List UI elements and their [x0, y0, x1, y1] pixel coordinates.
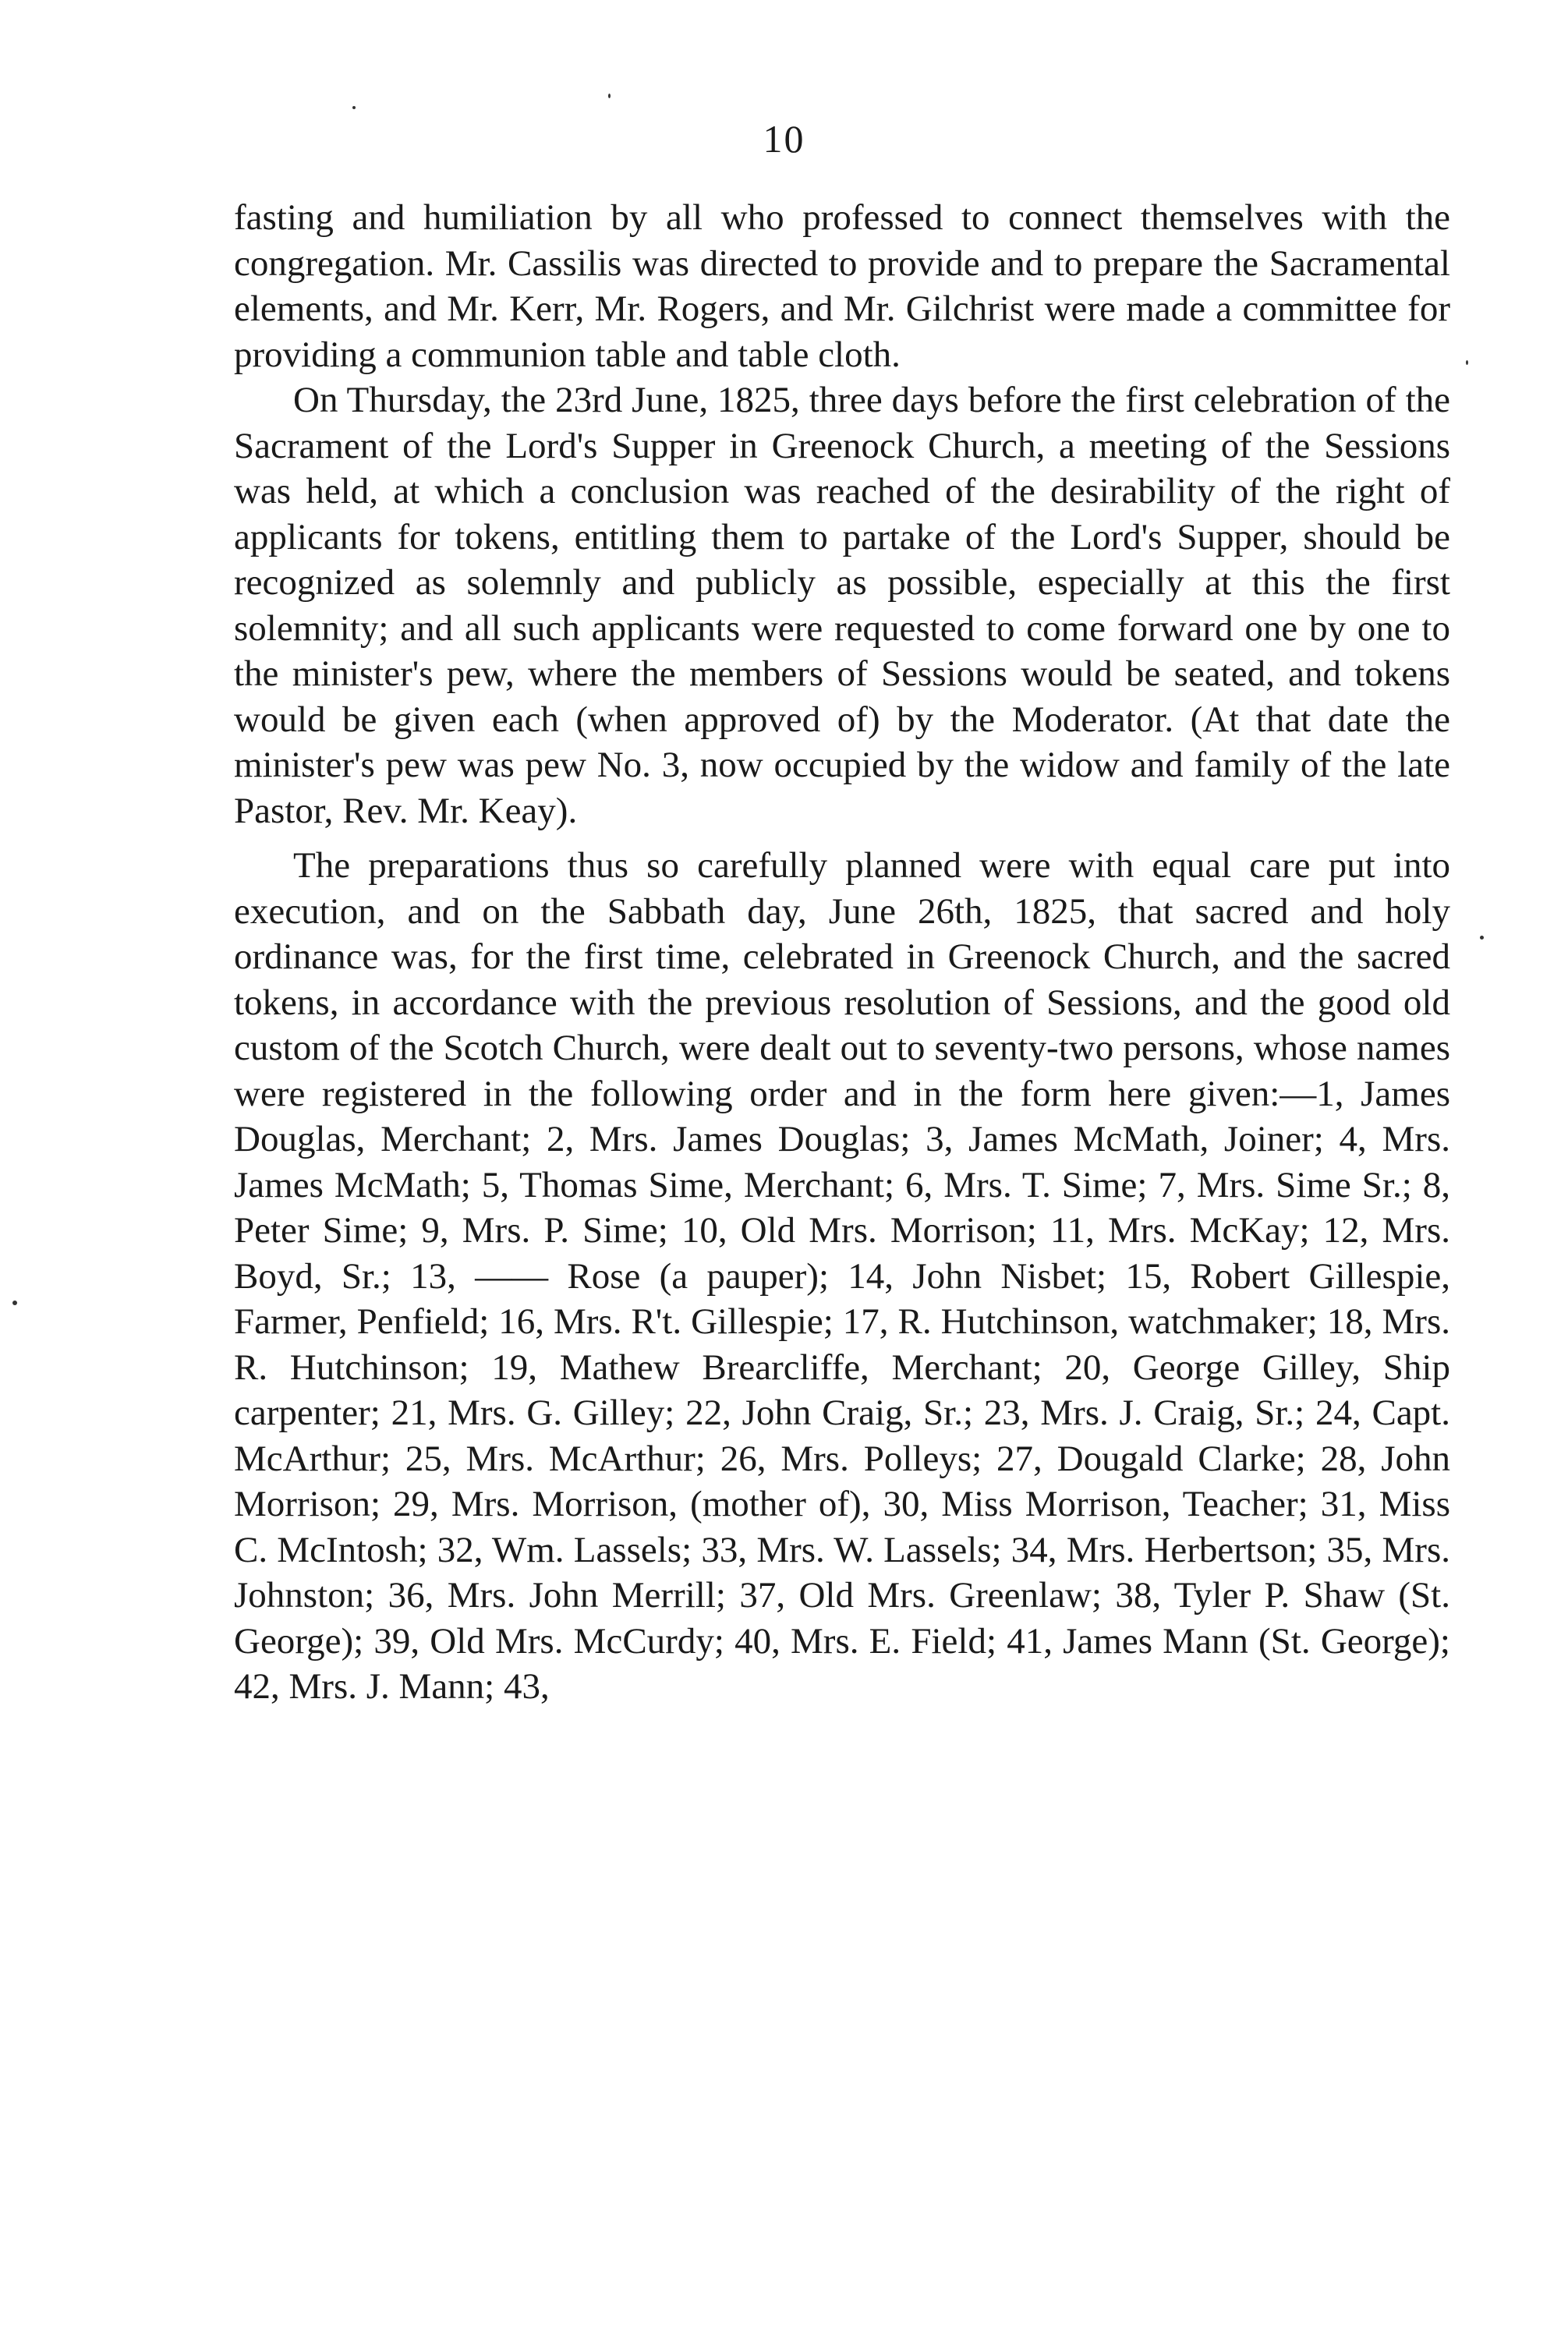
scan-speck	[352, 106, 356, 109]
scan-speck	[1466, 360, 1468, 365]
body-text	[234, 195, 1450, 1710]
scan-speck	[12, 1301, 17, 1305]
paragraph-1: fasting and humiliation by all who professed to connect themselves with the congregation. Mr. Cassilis was directed to provide and to prepare the Sacramental elements, and Mr. Kerr, Mr. Rogers, and Mr. Gilchrist were made a committee for providing a communion table and table cloth.	[234, 197, 1450, 375]
paragraph-3: The preparations thus so carefully planned were with equal care put into execution, and on the Sabbath day, June 26th, 1825, that sacred and holy ordinance was, for the first time, celebrated in Greenock Church, and the sacred tokens, in accordance with the previous resolution of Sessions, and the good old custom of the Scotch Church, were dealt out to seventy-two persons, whose names were registered in the following order and in the form here given:—1, James Douglas, Merchant; 2, Mrs. James Douglas; 3, James McMath, Joiner; 4, Mrs. James McMath; 5, Thomas Sime, Merchant; 6, Mrs. T. Sime; 7, Mrs. Sime Sr.; 8, Peter Sime; 9, Mrs. P. Sime; 10, Old Mrs. Morrison; 11, Mrs. McKay; 12, Mrs. Boyd, Sr.; 13, —— Rose (a pauper); 14, John Nisbet; 15, Robert Gillespie, Farmer, Penfield; 16, Mrs. R't. Gillespie; 17, R. Hutchinson, watchmaker; 18, Mrs. R. Hutchinson; 19, Mathew Brearcliffe, Merchant; 20, George Gilley, Ship carpenter; 21, Mrs. G. Gilley; 22, John Craig, Sr.; 23, Mrs. J. Craig, Sr.; 24, Capt. McArthur; 25, Mrs. McArthur; 26, Mrs. Polleys; 27, Dougald Clarke; 28, John Morrison; 29, Mrs. Morrison, (mother of), 30, Miss Morrison, Teacher; 31, Miss C. McIntosh; 32, Wm. Lassels; 33, Mrs. W. Lassels; 34, Mrs. Herbertson; 35, Mrs. Johnston; 36, Mrs. John Merrill; 37, Old Mrs. Greenlaw; 38, Tyler P. Shaw (St. George); 39, Old Mrs. McCurdy; 40, Mrs. E. Field; 41, James Mann (St. George); 42, Mrs. J. Mann; 43,	[234, 845, 1450, 1707]
paragraph-2: On Thursday, the 23rd June, 1825, three days before the first celebration of the Sacrament of the Lord's Supper in Greenock Church, a meeting of the Sessions was held, at which a conclusion was reached of the desirability of the right of applicants for tokens, entitling them to partake of the Lord's Supper, should be recognized as solemnly and publicly as possible, especially at this the first solemnity; and all such applicants were requested to come forward one by one to the minister's pew, where the members of Sessions would be seated, and tokens would be given each (when approved of) by the Moderator. (At that date the minister's pew was pew No. 3, now occupied by the widow and family of the late Pastor, Rev. Mr. Keay).	[234, 380, 1450, 831]
scan-speck	[1480, 936, 1484, 940]
scan-speck	[608, 94, 611, 98]
page-number: 10	[763, 117, 805, 161]
